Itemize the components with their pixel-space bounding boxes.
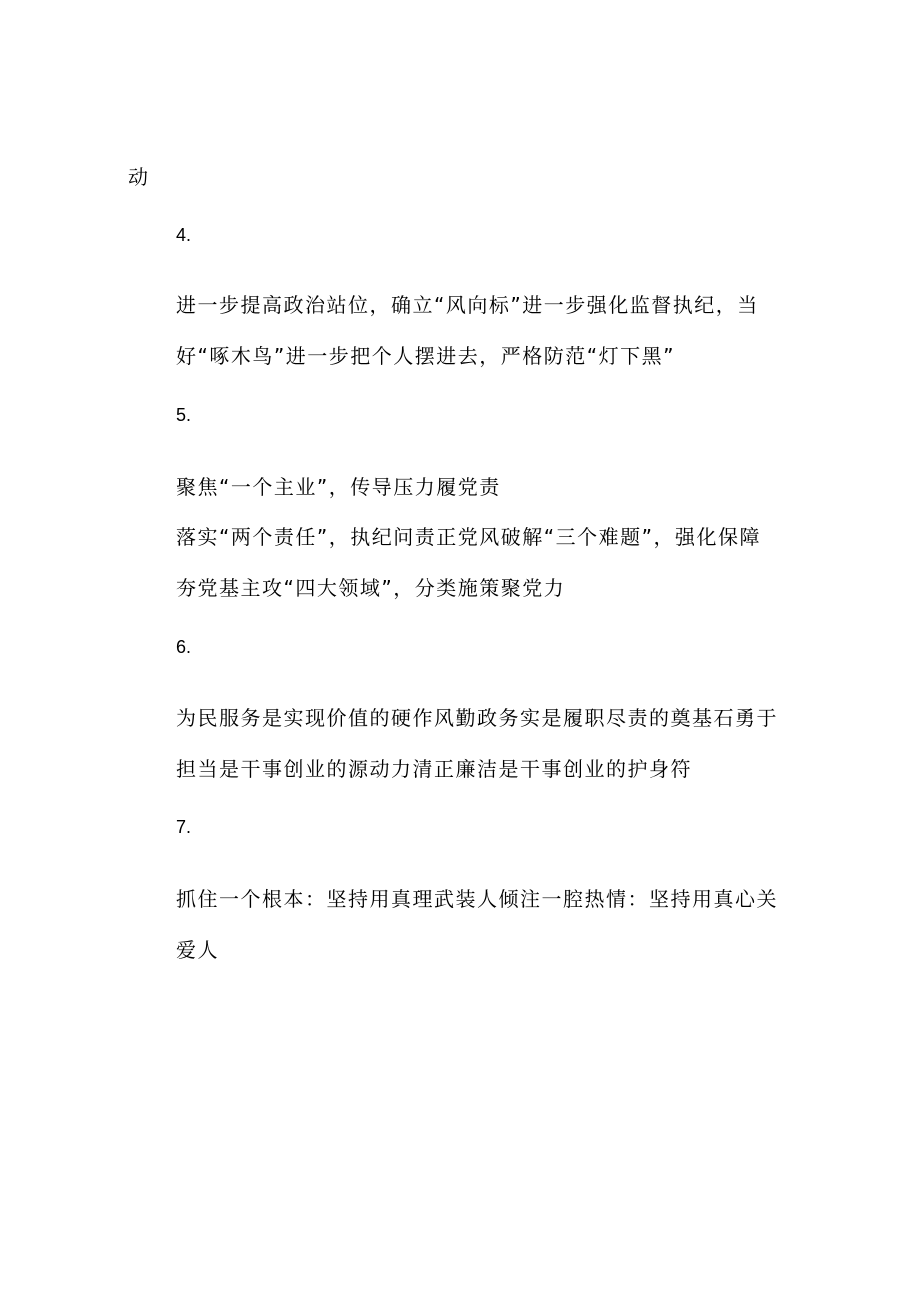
section-6-line-2: 担当是干事创业的源动力清正廉洁是干事创业的护身符 (176, 757, 692, 781)
section-5-line-1: 聚焦“一个主业”，传导压力履党责 (176, 475, 501, 499)
section-4-line-2: 好“啄木鸟”进一步把个人摆进去，严格防范“灯下黑” (176, 344, 675, 368)
text-fragment: 动 (128, 165, 148, 189)
section-7-line-1: 抓住一个根本：坚持用真理武装人倾注一腔热情：坚持用真心关 (176, 887, 778, 911)
section-6-line-1: 为民服务是实现价值的硬作风勤政务实是履职尽责的奠基石勇于 (176, 706, 778, 730)
section-7-line-2: 爱人 (176, 938, 219, 962)
section-4-line-1: 进一步提高政治站位，确立“风向标”进一步强化监督执纪，当 (176, 293, 759, 317)
section-5-line-3: 夯党基主攻“四大领域”，分类施策聚党力 (176, 576, 566, 600)
section-number-4: 4. (176, 225, 192, 245)
section-number-6: 6. (176, 637, 192, 657)
section-number-5: 5. (176, 405, 192, 425)
section-5-line-2: 落实“两个责任”，执纪问责正党风破解“三个难题”，强化保障 (176, 525, 761, 549)
section-number-7: 7. (176, 817, 192, 837)
